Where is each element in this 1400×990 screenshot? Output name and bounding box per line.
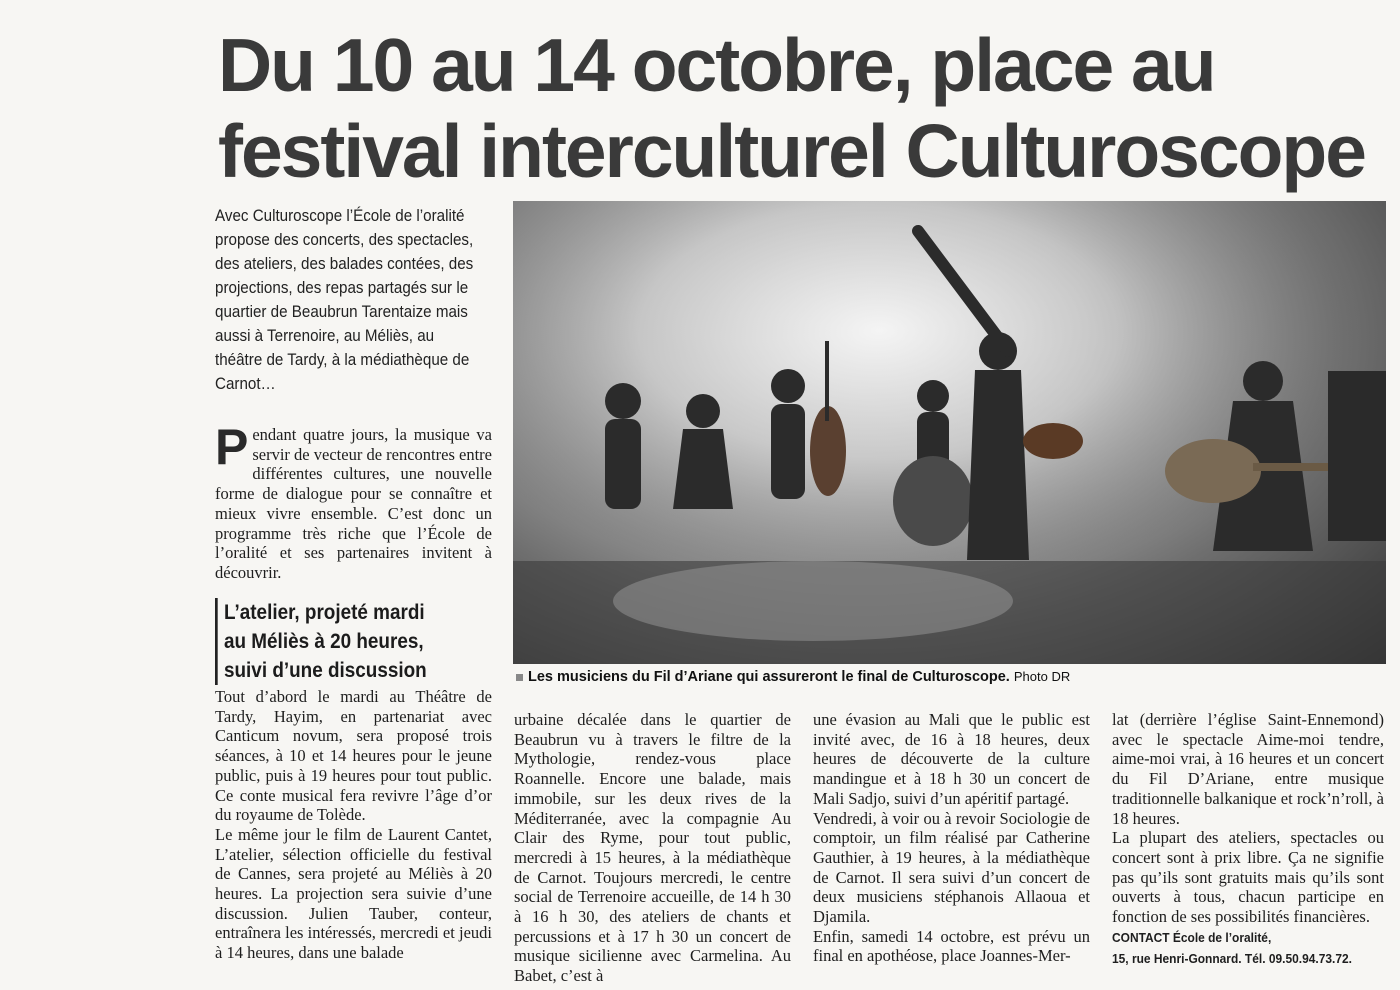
- contact-line-2: 15, rue Henri-Gonnard. Tél. 09.50.94.73.72.: [1112, 950, 1352, 966]
- body-column-3: [813, 710, 1090, 966]
- article-headline: Du 10 au 14 octobre, place au festival interculturel Culturoscope: [218, 23, 1365, 193]
- photo-credit: Photo DR: [1013, 669, 1071, 684]
- col4-paragraph-2: La plupart des ateliers, spectacles ou concert sont à prix libre. Ça ne signifie pas qu’ils sont gratuits mais qu’ils sont ouverts à tous, chacun participe en fonction de ses possibilités financières.: [1112, 828, 1384, 927]
- subhead-line-3: suivi d’une discussion: [224, 659, 427, 682]
- standfirst-text: Avec Culturoscope l’École de l’oralité propose des concerts, des spectacles, des ateliers, des balades contées, des projections, des repas partagés sur le quartier de Beaubrun Tarentaize mais aussi à Terrenoire, au Méliès, au théâtre de Tardy, à la médiathèque de Carnot…: [215, 207, 474, 393]
- body-column-4: [1112, 710, 1384, 969]
- photo-caption: [516, 668, 1386, 686]
- body-column-1: [215, 687, 492, 963]
- col3-paragraph-2: Vendredi, à voir ou à revoir Sociologie de comptoir, un film réalisé par Catherine Gauthier, à 19 heures, à la médiathèque de Carnot. Il sera suivi d’un concert de deux musiciens stéphanois Allaoua et Djamila.: [813, 808, 1090, 927]
- musicians-on-stage-image: [513, 201, 1386, 664]
- body-column-2: [514, 710, 791, 986]
- col3-paragraph-3: Enfin, samedi 14 octobre, est prévu un final en apothéose, place Joannes-Mer-: [813, 926, 1090, 966]
- article-standfirst: [215, 204, 482, 396]
- lead-text: endant quatre jours, la musique va servir de vecteur de rencontres entre différentes cultures, une nouvelle forme de dialogue pour se connaître et mieux vivre ensemble. C’est donc un programme très riche que l’École de l’oralité et ses partenaires invitent à découvrir.: [215, 425, 492, 582]
- subhead-line-2: au Méliès à 20 heures,: [224, 630, 424, 653]
- col1-paragraph-2: Le même jour le film de Laurent Cantet, L’atelier, sélection officielle du festival de Cannes, sera projeté au Méliès à 20 heures. La projection sera suivie d’une discussion. Julien Tauber, conteur, entraînera les intéressés, mercredi et jeudi à 14 heures, dans une balade: [215, 824, 492, 963]
- subhead-line-1: L’atelier, projeté mardi: [224, 601, 425, 624]
- col3-paragraph-1: une évasion au Mali que le public est invité avec, de 16 à 18 heures, deux heures de découverte de la culture mandingue et à 18 h 30 un concert de Mali Sadjo, suivi d’un apéritif partagé.: [813, 710, 1090, 808]
- col1-paragraph-1: Tout d’abord le mardi au Théâtre de Tardy, Hayim, en partenariat avec Canticum novum, sera proposé trois séances, à 10 et 14 heures pour le jeune public, puis à 19 heures pour tout public. Ce conte musical fera revivre l’âge d’or du royaume de Tolède.: [215, 687, 492, 825]
- section-subheading: [215, 598, 476, 685]
- caption-text: Les musiciens du Fil d’Ariane qui assureront le final de Culturoscope.: [528, 669, 1010, 685]
- contact-line-1: CONTACT École de l’oralité,: [1112, 929, 1272, 945]
- article-photo: [513, 201, 1386, 664]
- caption-bullet-icon: [516, 674, 523, 681]
- drop-cap: P: [215, 419, 249, 475]
- col2-paragraph: urbaine décalée dans le quartier de Beaubrun vu à travers le filtre de la Mythologie, rendez-vous place Roannelle. Encore une balade, mais immobile, sur les deux rives de la Méditerranée, avec la compagnie Au Clair des Ryme, pour tout public, mercredi à 15 heures, à la médiathèque de Carnot. Toujours mercredi, le centre social de Terrenoire accueille, de 14 h 30 à 16 h 30, des ateliers de chants et percussions et à 17 h 30 un concert de musique sicilienne avec Carmelina. Au Babet, c’est à: [514, 710, 791, 986]
- col4-paragraph-1: lat (derrière l’église Saint-Ennemond) avec le spectacle Aime-moi tendre, aime-moi vrai, à 16 heures et un concert du Fil D’Ariane, entre musique traditionnelle balkanique et rock’n’roll, à 18 heures.: [1112, 710, 1384, 828]
- contact-info: [1112, 927, 1388, 969]
- lead-paragraph: [215, 419, 492, 583]
